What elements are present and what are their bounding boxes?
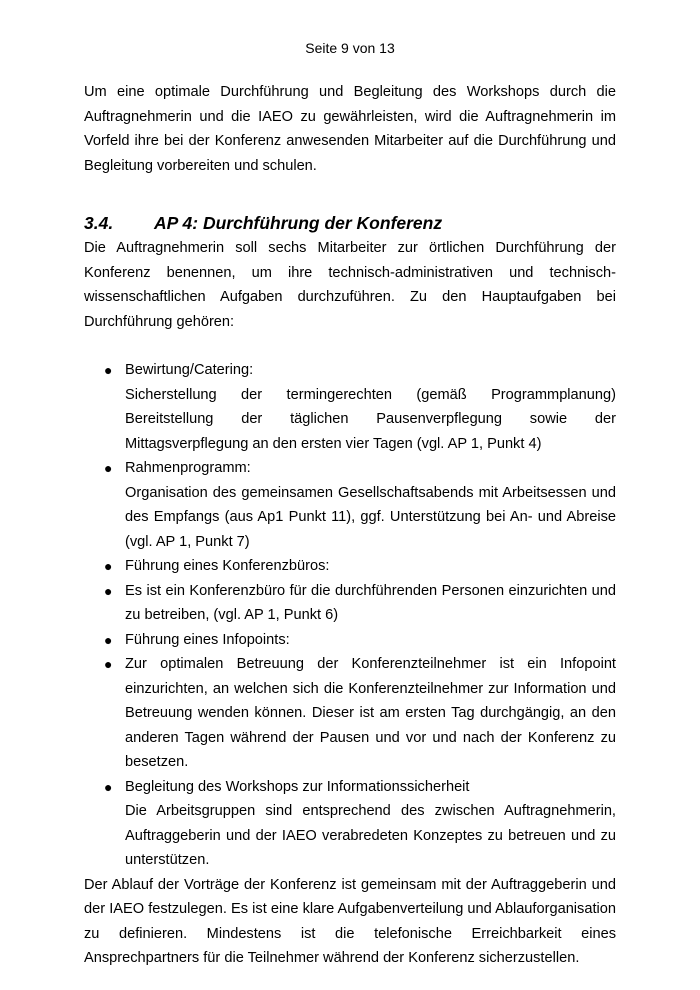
bullet-icon: ● <box>104 362 113 378</box>
list-item <box>84 456 616 554</box>
list-item-text: Die Arbeitsgruppen sind entsprechend des zwischen Auftragnehmerin, Auftraggeberin und der IAEO verabredeten Konzeptes zu betreuen und zu unterstützen. <box>125 803 616 868</box>
bullet-icon: ● <box>104 656 113 672</box>
bullet-icon: ● <box>104 778 113 795</box>
list-item <box>84 579 616 628</box>
section-number: 3.4. <box>84 213 114 233</box>
bullet-icon: ● <box>104 582 113 599</box>
bullet-icon: ● <box>104 631 113 648</box>
list-item-title: Es ist ein Konferenzbüro für die durchführenden Personen einzurichten und zu betreiben, (vgl. AP 1, Punkt 6) <box>125 582 616 623</box>
section-title: AP 4: Durchführung der Konferenz <box>154 213 443 233</box>
bullet-icon: ● <box>104 558 113 574</box>
list-item-title: Bewirtung/Catering: <box>125 362 254 378</box>
list-item-text: Sicherstellung der termingerechten (gemäß Programmplanung) Bereitstellung der täglichen Pausenverpflegung sowie der Mittagsverpflegung an den ersten vier Tagen (vgl. AP 1, Punkt 4) <box>125 386 616 452</box>
intro-paragraph: Um eine optimale Durchführung und Begleitung des Workshops durch die Auftragnehmerin und die IAEO zu gewährleisten, wird die Auftragnehmerin im Vorfeld ihre bei der Konferenz anwesenden Mitarbeiter auf die Durchführung und Begleitung vorbereiten und schulen. <box>84 84 616 174</box>
section-intro: Die Auftragnehmerin soll sechs Mitarbeiter zur örtlichen Durchführung der Konferenz benennen, um ihre technisch-administrativen und technisch-wissenschaftlichen Aufgaben durchzuführen. Zu den Hauptaufgaben bei Durchführung gehören: <box>84 240 616 330</box>
list-item-title: Begleitung des Workshops zur Informationssicherheit <box>125 778 470 795</box>
closing-paragraph: Der Ablauf der Vorträge der Konferenz ist gemeinsam mit der Auftraggeberin und der IAEO festzulegen. Es ist eine klare Aufgabenverteilung und Ablauforganisation zu definieren. Mindestens ist die telefonische Erreichbarkeit eines Ansprechpartners für die Teilnehmer während der Konferenz sicherzustellen. <box>84 876 616 966</box>
list-item-text: Organisation des gemeinsamen Gesellschaftsabends mit Arbeitsessen und des Empfangs (aus Ap1 Punkt 11), ggf. Unterstützung bei An- und Abreise (vgl. AP 1, Punkt 7) <box>125 484 616 550</box>
list-item <box>84 358 616 456</box>
page-number: Seite 9 von 13 <box>305 40 395 56</box>
list-item-title: Rahmenprogramm: <box>125 460 251 476</box>
list-item <box>84 775 616 873</box>
document-body <box>84 80 616 971</box>
list-item-title: Führung eines Infopoints: <box>125 631 290 648</box>
task-list <box>84 358 616 873</box>
list-item-title: Führung eines Konferenzbüros: <box>125 558 330 574</box>
bullet-icon: ● <box>104 460 113 476</box>
section-heading <box>84 211 616 235</box>
list-item-title: Zur optimalen Betreuung der Konferenzteilnehmer ist ein Infopoint einzurichten, an welchen sich die Konferenzteilnehmer zur Information und Betreuung wenden können. Dieser ist am ersten Tag durchgängig, an den anderen Tagen während der Pausen und vor und nach der Konferenz zu besetzen. <box>125 656 616 770</box>
list-item <box>84 628 616 653</box>
list-item <box>84 652 616 775</box>
list-item <box>84 554 616 579</box>
